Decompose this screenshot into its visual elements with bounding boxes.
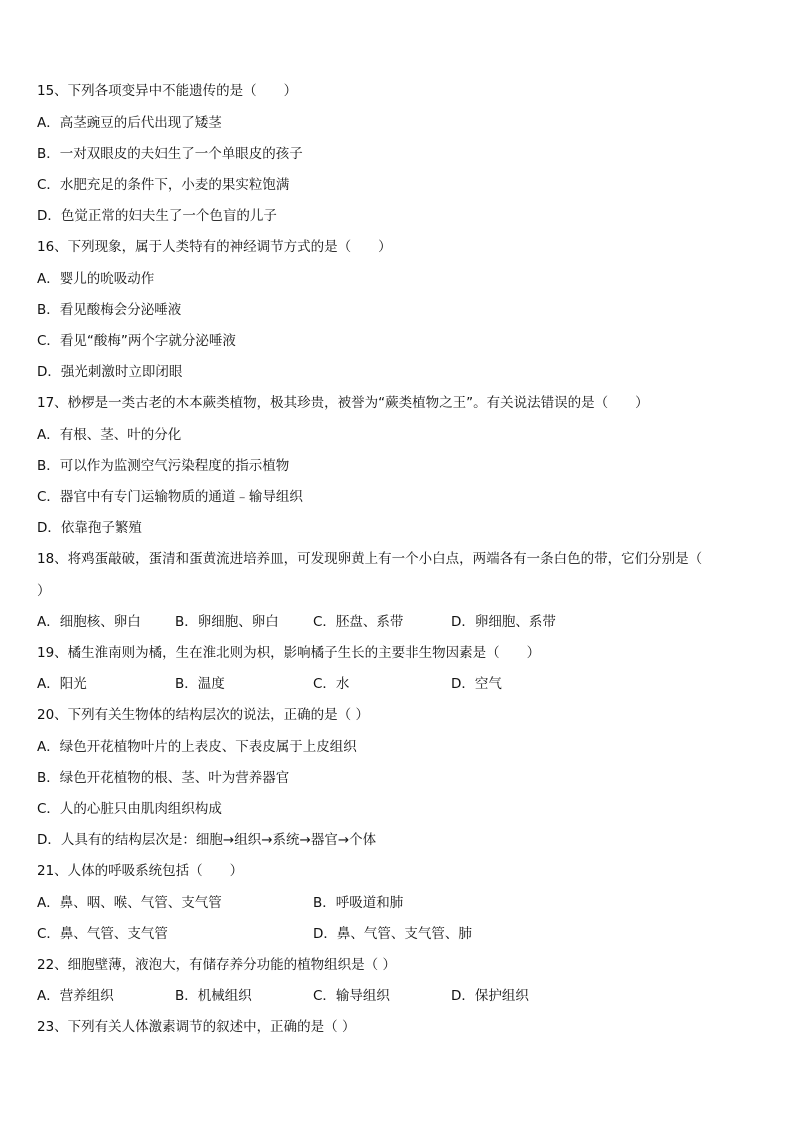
- question-20-option-b: B．绿色开花植物的根、茎、叶为营养器官: [37, 770, 290, 786]
- question-18-option-b: B．卵细胞、卵白: [175, 614, 279, 630]
- question-19-option-c: C．水: [313, 676, 350, 692]
- question-17-stem: 17、桫椤是一类古老的木本蕨类植物，极其珍贵，被誉为“蕨类植物之王”。有关说法错误的是（ ）: [37, 395, 649, 411]
- question-23-stem: 23、下列有关人体激素调节的叙述中，正确的是（ ）: [37, 1019, 356, 1035]
- question-18-option-d: D．卵细胞、系带: [451, 614, 556, 630]
- question-17-option-b: B．可以作为监测空气污染程度的指示植物: [37, 458, 290, 474]
- question-21-option-c: C．鼻、气管、支气管: [37, 926, 168, 942]
- question-16-option-a: A．婴儿的吮吸动作: [37, 271, 155, 287]
- question-20-option-a: A．绿色开花植物叶片的上表皮、下表皮属于上皮组织: [37, 739, 357, 755]
- question-21-option-b: B．呼吸道和肺: [313, 895, 404, 911]
- question-22-stem: 22、细胞壁薄，液泡大，有储存养分功能的植物组织是（ ）: [37, 957, 396, 973]
- question-15-option-b: B．一对双眼皮的夫妇生了一个单眼皮的孩子: [37, 146, 303, 162]
- question-15-stem: 15、下列各项变异中不能遗传的是（ ）: [37, 83, 298, 99]
- question-19-option-b: B．温度: [175, 676, 225, 692]
- question-15-option-d: D．色觉正常的妇夫生了一个色盲的儿子: [37, 208, 277, 224]
- question-20-option-c: C．人的心脏只由肌肉组织构成: [37, 801, 222, 817]
- question-15-option-c: C．水肥充足的条件下，小麦的果实粒饱满: [37, 177, 290, 193]
- question-15-option-a: A．高茎豌豆的后代出现了矮茎: [37, 115, 222, 131]
- question-22-option-d: D．保护组织: [451, 988, 529, 1004]
- question-16-option-d: D．强光刺激时立即闭眼: [37, 364, 183, 380]
- question-16-stem: 16、下列现象，属于人类特有的神经调节方式的是（ ）: [37, 239, 392, 255]
- question-18-stem-continued: ）: [37, 583, 51, 599]
- question-21-option-d: D．鼻、气管、支气管、肺: [313, 926, 472, 942]
- question-16-option-c: C．看见“酸梅”两个字就分泌唾液: [37, 333, 236, 349]
- question-17-option-d: D．依靠孢子繁殖: [37, 520, 142, 536]
- question-18-option-a: A．细胞核、卵白: [37, 614, 141, 630]
- question-21-stem: 21、人体的呼吸系统包括（ ）: [37, 863, 244, 879]
- question-18-stem: 18、将鸡蛋敲破，蛋清和蛋黄流进培养皿，可发现卵黄上有一个小白点，两端各有一条白色的带，它们分别是（: [37, 551, 703, 567]
- question-19-option-a: A．阳光: [37, 676, 87, 692]
- question-19-stem: 19、橘生淮南则为橘，生在淮北则为枳，影响橘子生长的主要非生物因素是（ ）: [37, 645, 541, 661]
- question-22-option-a: A．营养组织: [37, 988, 114, 1004]
- question-22-option-b: B．机械组织: [175, 988, 252, 1004]
- question-17-option-a: A．有根、茎、叶的分化: [37, 427, 182, 443]
- question-17-option-c: C．器官中有专门运输物质的通道﹣输导组织: [37, 489, 303, 505]
- question-21-option-a: A．鼻、咽、喉、气管、支气管: [37, 895, 222, 911]
- question-19-option-d: D．空气: [451, 676, 502, 692]
- question-16-option-b: B．看见酸梅会分泌唾液: [37, 302, 182, 318]
- question-18-option-c: C．胚盘、系带: [313, 614, 404, 630]
- question-20-stem: 20、下列有关生物体的结构层次的说法，正确的是（ ）: [37, 707, 369, 723]
- question-22-option-c: C．输导组织: [313, 988, 390, 1004]
- question-20-option-d: D．人具有的结构层次是：细胞→组织→系统→器官→个体: [37, 832, 377, 848]
